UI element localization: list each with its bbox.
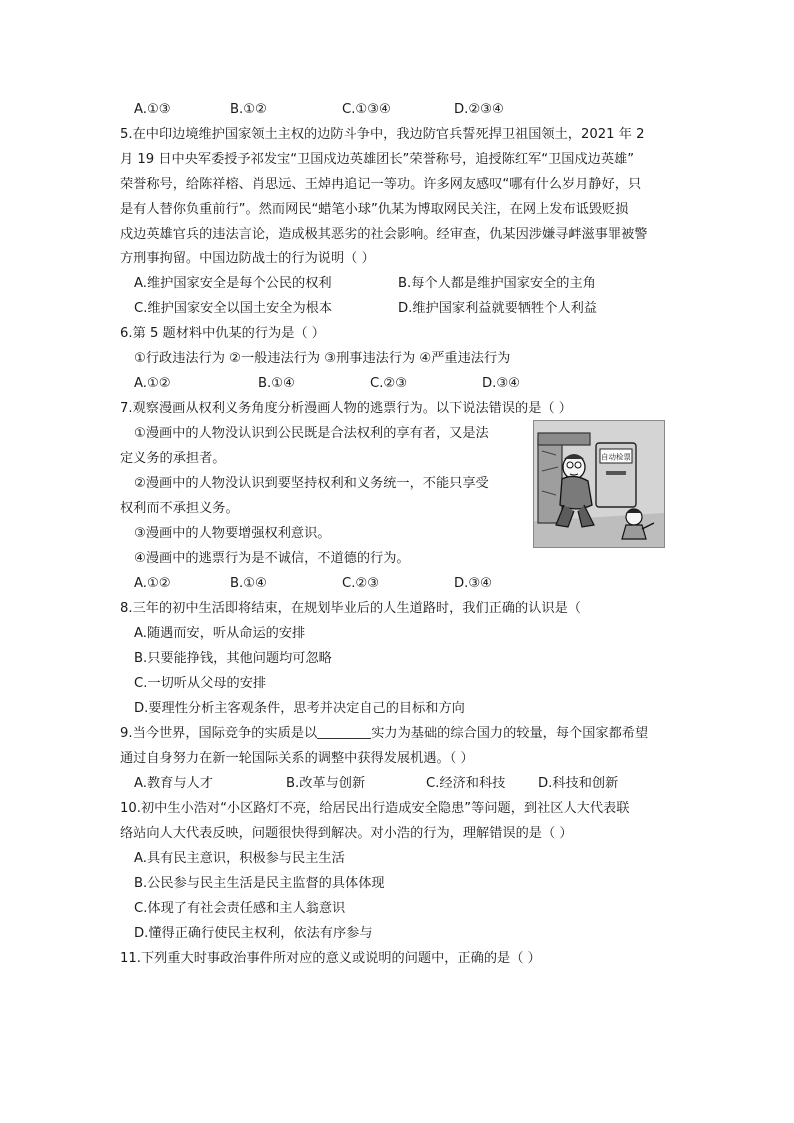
q8-option-b[interactable]: B.只要能挣钱，其他问题均可忽略 <box>134 651 332 666</box>
cartoon-drawing <box>534 421 664 547</box>
q9-option-c[interactable]: C.经济和科技 <box>426 776 506 791</box>
q6-options <box>134 371 694 396</box>
q7-option-b[interactable]: B.①④ <box>230 576 267 591</box>
q7-option-d[interactable]: D.③④ <box>454 576 492 591</box>
q5-stem-line-2: 月 19 日中央军委授予祁发宝“卫国戍边英雄团长”荣誉称号，追授陈红军“卫国戍边英雄” <box>120 152 635 167</box>
q4-option-b[interactable]: B.①② <box>230 102 267 117</box>
q4-options <box>134 97 694 122</box>
q5-stem-line-6: 方刑事拘留。中国边防战士的行为说明（ ） <box>120 251 375 266</box>
q6-option-b[interactable]: B.①④ <box>258 376 295 391</box>
q7-item-3: ③漫画中的人物要增强权利意识。 <box>134 526 331 541</box>
q7-item-2a: ②漫画中的人物没认识到要坚持权利和义务统一，不能只享受 <box>134 476 489 491</box>
q7-item-4: ④漫画中的逃票行为是不诚信，不道德的行为。 <box>134 551 410 566</box>
q9-options <box>134 771 694 796</box>
q7-item-1a: ①漫画中的人物没认识到公民既是合法权利的享有者，又是法 <box>134 426 489 441</box>
q9-answer-blank[interactable] <box>317 724 371 739</box>
q8-option-d[interactable]: D.要理性分析主客观条件，思考并决定自己的目标和方向 <box>134 701 465 716</box>
q9-option-b[interactable]: B.改革与创新 <box>286 776 366 791</box>
q5-stem-line-3: 荣誉称号，给陈祥榕、肖思远、王焯冉追记一等功。许多网友感叹“哪有什么岁月静好，只 <box>120 177 642 192</box>
q5-stem-line-1: 5.在中印边境维护国家领土主权的边防斗争中，我边防官兵誓死捍卫祖国领土，2021 年 2 <box>120 127 645 142</box>
q10-option-c[interactable]: C.体现了有社会责任感和主人翁意识 <box>134 901 346 916</box>
q7-options <box>134 571 694 596</box>
q8-option-a[interactable]: A.随遇而安，听从命运的安排 <box>134 626 306 641</box>
q7-item-1b: 定义务的承担者。 <box>120 451 226 466</box>
q8-stem: 8.三年的初中生活即将结束，在规划毕业后的人生道路时，我们正确的认识是（ <box>120 601 581 616</box>
q6-option-c[interactable]: C.②③ <box>370 376 408 391</box>
q5-option-b[interactable]: B.每个人都是维护国家安全的主角 <box>398 276 596 291</box>
q10-stem-line-2: 络站向人大代表反映，问题很快得到解决。对小浩的行为，理解错误的是（ ） <box>120 826 573 841</box>
q7-option-c[interactable]: C.②③ <box>342 576 380 591</box>
q5-option-a[interactable]: A.维护国家安全是每个公民的权利 <box>134 276 332 291</box>
q7-stem: 7.观察漫画从权利义务角度分析漫画人物的逃票行为。以下说法错误的是（ ） <box>120 401 572 416</box>
q5-stem-line-5: 戍边英雄官兵的违法言论，造成极其恶劣的社会影响。经审查，仇某因涉嫌寻衅滋事罪被警 <box>120 227 648 242</box>
q5-option-d[interactable]: D.维护国家利益就要牺牲个人利益 <box>398 301 597 316</box>
q6-option-a[interactable]: A.①② <box>134 376 171 391</box>
q6-option-d[interactable]: D.③④ <box>482 376 520 391</box>
q5-option-c[interactable]: C.维护国家安全以国土安全为根本 <box>134 301 333 316</box>
q6-items: ①行政违法行为 ②一般违法行为 ③刑事违法行为 ④严重违法行为 <box>134 351 511 366</box>
q9-option-d[interactable]: D.科技和创新 <box>538 776 619 791</box>
sign-text: 自动检票 <box>601 452 631 462</box>
q9-stem-part-a: 9.当今世界，国际竞争的实质是以 <box>120 726 318 741</box>
q4-option-a[interactable]: A.①③ <box>134 102 171 117</box>
q5-options-row-1 <box>134 271 694 296</box>
q9-stem-line-1 <box>120 721 680 746</box>
q9-option-a[interactable]: A.教育与人才 <box>134 776 213 791</box>
q10-option-a[interactable]: A.具有民主意识，积极参与民主生活 <box>134 851 345 866</box>
q5-stem-line-4: 是有人替你负重前行”。然而网民“蜡笔小球”仇某为博取网民关注，在网上发布诋毁贬损 <box>120 202 629 217</box>
q7-item-2b: 权利而不承担义务。 <box>120 501 239 516</box>
q6-stem: 6.第 5 题材料中仇某的行为是（ ） <box>120 326 325 341</box>
q4-option-d[interactable]: D.②③④ <box>454 102 504 117</box>
cartoon-illustration <box>533 420 665 548</box>
q8-option-c[interactable]: C.一切听从父母的安排 <box>134 676 267 691</box>
q9-stem-part-b: 实力为基础的综合国力的较量，每个国家都希望 <box>371 726 649 741</box>
q9-stem-line-2: 通过自身努力在新一轮国际关系的调整中获得发展机遇。（ ） <box>120 751 474 766</box>
q4-option-c[interactable]: C.①③④ <box>342 102 391 117</box>
q5-options-row-2 <box>134 296 694 321</box>
q10-option-d[interactable]: D.懂得正确行使民主权利，依法有序参与 <box>134 926 373 941</box>
q7-option-a[interactable]: A.①② <box>134 576 171 591</box>
q10-stem-line-1: 10.初中生小浩对“小区路灯不亮，给居民出行造成安全隐患”等问题，到社区人大代表联 <box>120 801 630 816</box>
q10-option-b[interactable]: B.公民参与民主生活是民主监督的具体体现 <box>134 876 385 891</box>
q11-stem: 11.下列重大时事政治事件所对应的意义或说明的问题中，正确的是（ ） <box>120 951 541 966</box>
